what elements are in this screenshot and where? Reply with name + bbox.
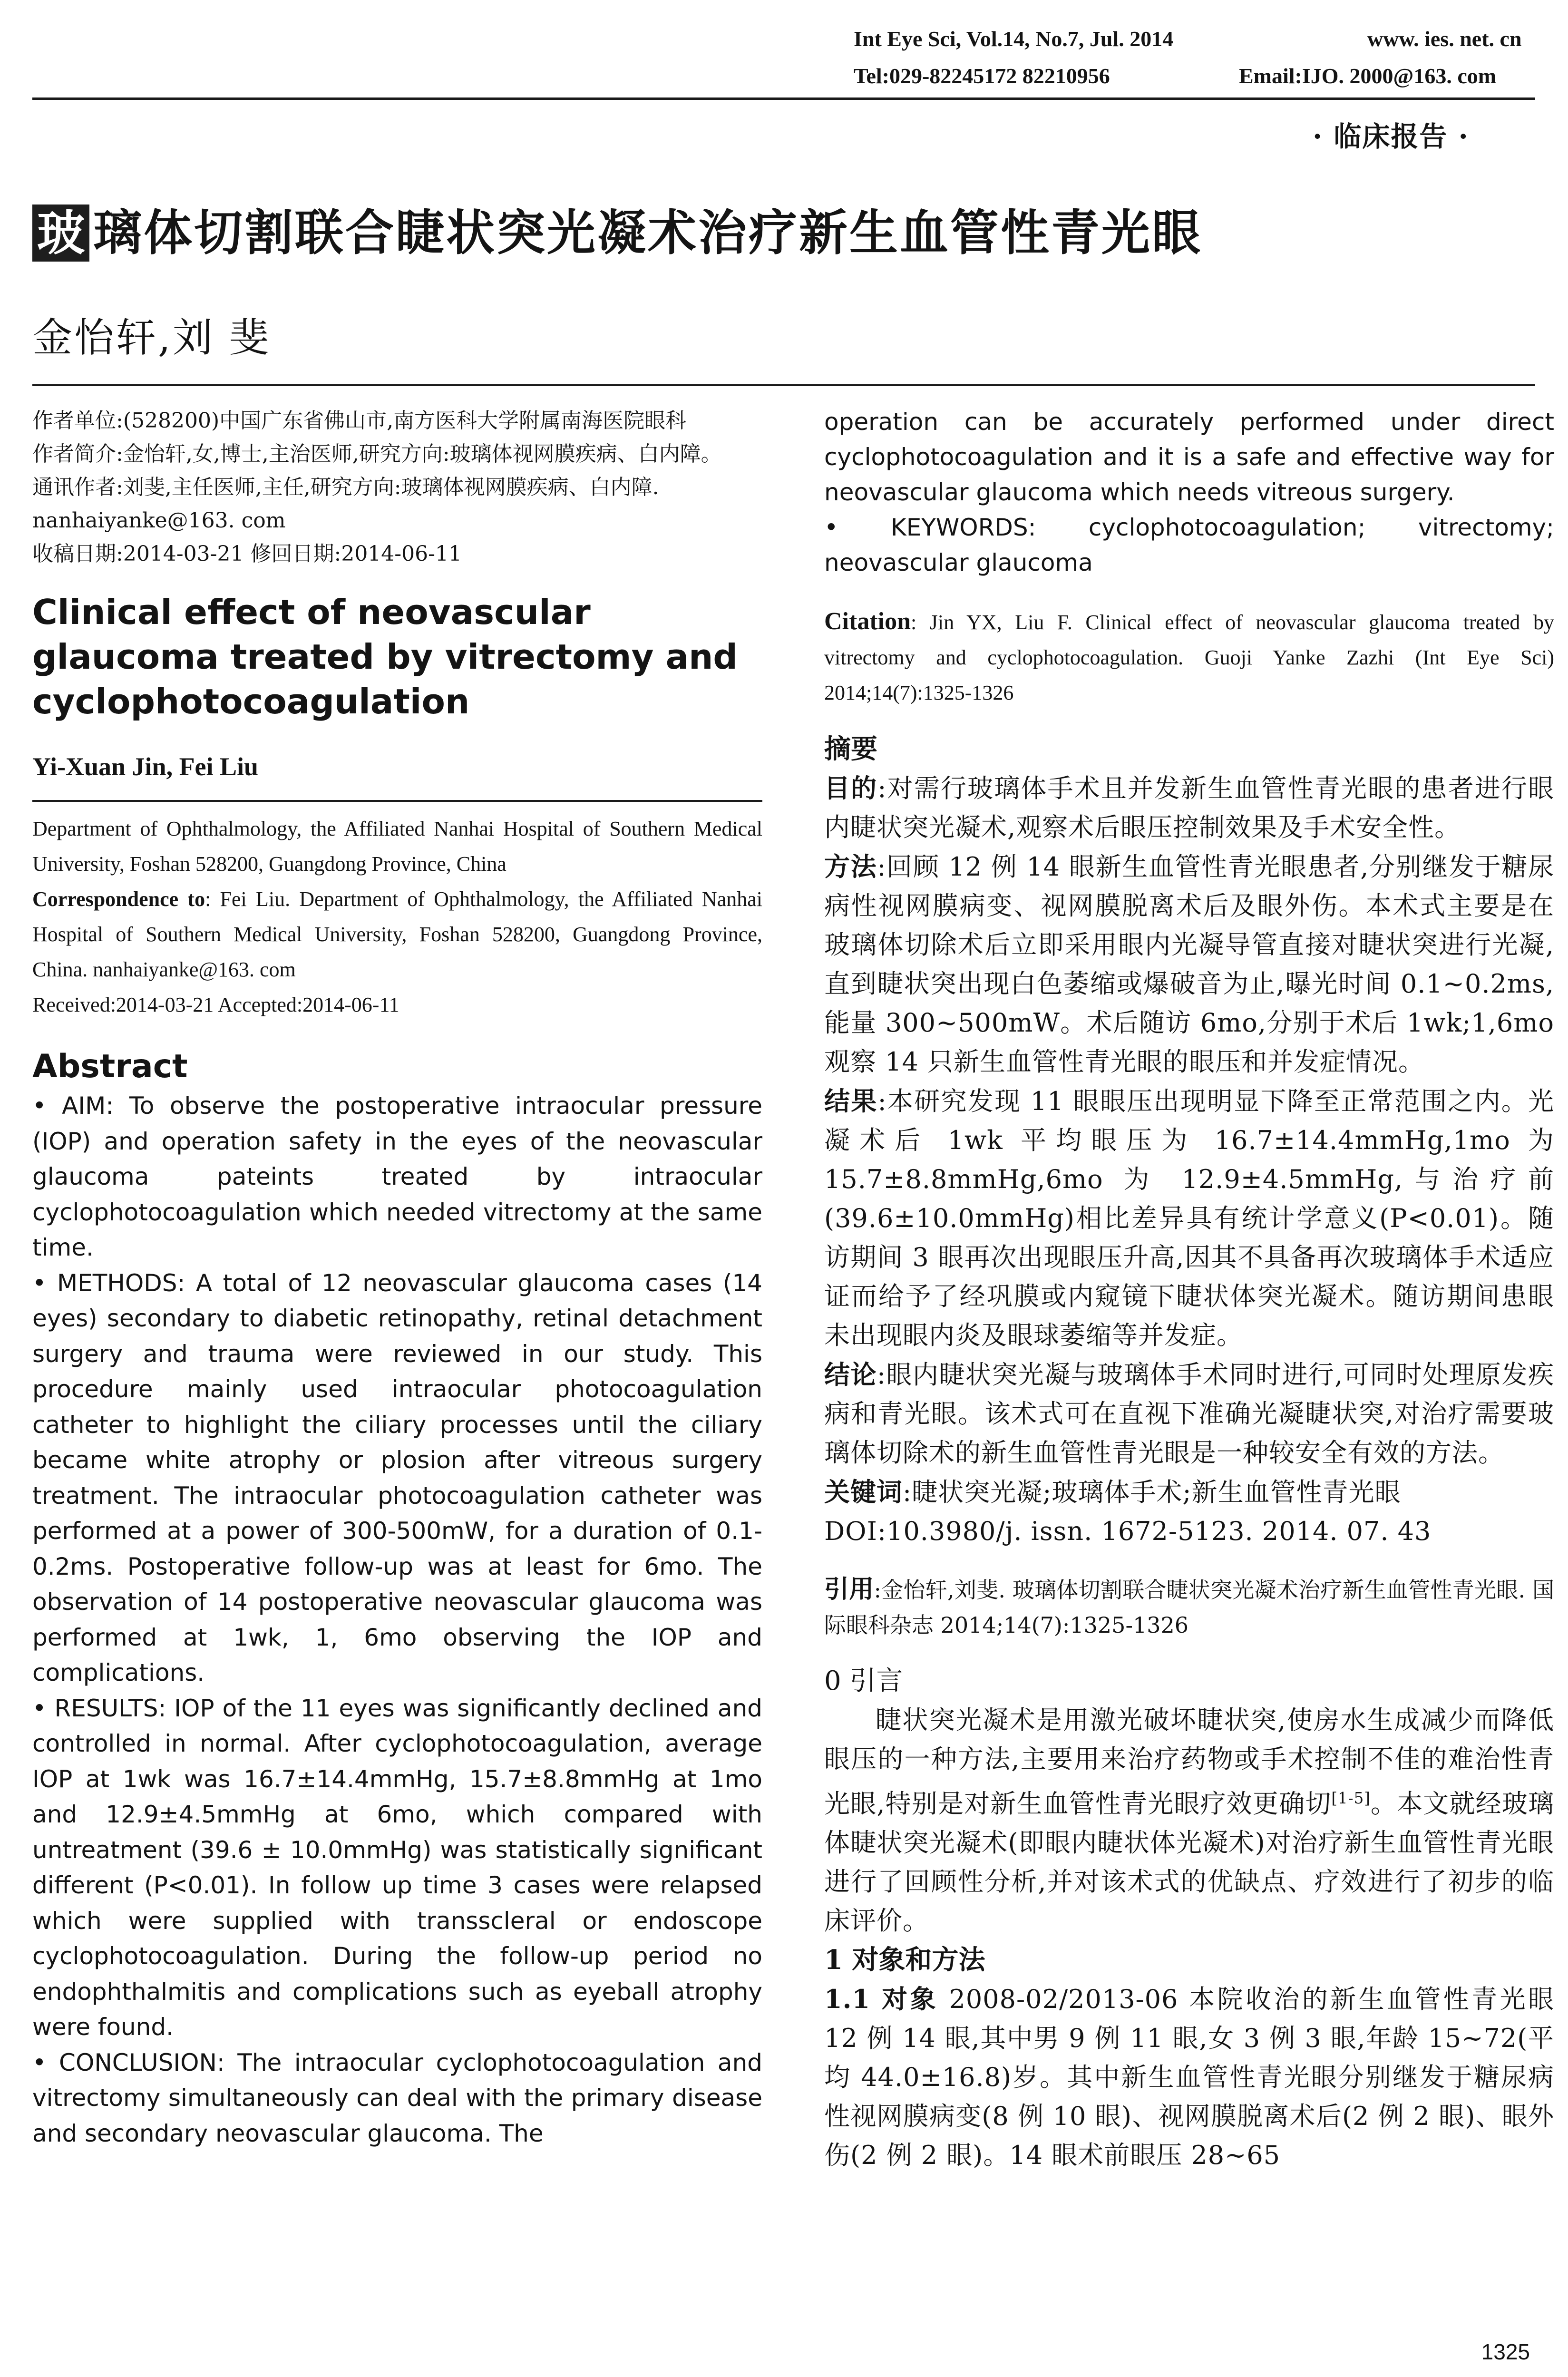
zh-methods-label: 方法 xyxy=(824,851,877,882)
left-column xyxy=(32,404,762,2151)
methods-heading: 1 对象和方法 xyxy=(824,1944,985,1976)
zh-citation-label: 引用 xyxy=(824,1575,874,1604)
affiliation-unit: 作者单位:(528200)中国广东省佛山市,南方医科大学附属南海医院眼科 xyxy=(32,409,687,433)
intro-text-a: 睫状突光凝术是用激光破坏睫状突,使房水生成减少而降低眼压的一种方法,主要用来治疗药物或手术控制不佳的难治性青光眼,特别是对新生血管性青光眼疗效更确切 xyxy=(824,1705,1554,1819)
zh-aim-text: :对需行玻璃体手术且并发新生血管性青光眼的患者进行眼内睫状突光凝术,观察术后眼压控制效果及手术安全性。 xyxy=(824,773,1554,842)
abstract-continued xyxy=(824,404,1554,580)
page-number: 1325 xyxy=(1481,2339,1530,2364)
english-affiliation xyxy=(32,811,762,1023)
en-authors-rule xyxy=(32,800,762,802)
journal-website: www. ies. net. cn xyxy=(1367,27,1522,51)
zh-keywords-label: 关键词 xyxy=(824,1477,903,1507)
intro-reference: [1-5] xyxy=(1331,1789,1371,1807)
english-authors: Yi-Xuan Jin, Fei Liu xyxy=(32,752,259,781)
correspondence-text: : Fei Liu. Department of Ophthalmology, the Affiliated Nanhai Hospital of Southern Medical University, Foshan 528200, Guangdong Province, China. nanhaiyanke@163. com xyxy=(32,887,762,981)
correspondence-label: Correspondence to xyxy=(32,887,205,911)
correspondence xyxy=(32,882,762,987)
doi: DOI:10.3980/j. issn. 1672-5123. 2014. 07. 43 xyxy=(824,1516,1432,1546)
abstract-conclusion xyxy=(32,2045,762,2152)
journal-header-line2 xyxy=(854,63,1497,88)
received-accepted: Received:2014-03-21 Accepted:2014-06-11 xyxy=(32,993,399,1016)
zh-citation xyxy=(824,1572,1554,1643)
methods-label: • METHODS xyxy=(32,1269,177,1297)
zh-conclusion xyxy=(824,1355,1554,1472)
header-rule xyxy=(32,97,1535,100)
aim-label: • AIM xyxy=(32,1092,106,1120)
citation-text: : Jin YX, Liu F. Clinical effect of neovascular glaucoma treated by vitrectomy and cyclophotocoagulation. Guoji Yanke Zazhi (Int Eye Sci) 2014;14(7):1325-1326 xyxy=(824,611,1554,704)
zh-methods-text: :回顾 12 例 14 眼新生血管性青光眼患者,分别继发于糖尿病性视网膜病变、视网膜脱离术后及眼外伤。本术式主要是在玻璃体切除术后立即采用眼内光凝导管直接对睫状突进行光凝,直到睫状突出现白色萎缩或爆破音为止,曝光时间 0.1~0.2ms,能量 300~500mW。术后随访 6mo,分别于术后 1wk;1,6mo 观察 14 只新生血管性青光眼的眼压和并发症情况。 xyxy=(824,852,1554,1077)
abstract-aim xyxy=(32,1088,762,1266)
zh-aim-label: 目的 xyxy=(824,773,878,803)
subjects-paragraph xyxy=(824,1979,1554,2175)
title-first-char: 玻 xyxy=(32,205,89,262)
abstract-heading: Abstract xyxy=(32,1048,188,1085)
journal-email: Email:IJO. 2000@163. com xyxy=(1239,64,1497,88)
zh-conclusion-text: :眼内睫状突光凝与玻璃体手术同时进行,可同时处理原发疾病和青光眼。该术式可在直视下准确光凝睫状突,对治疗需要玻璃体切除术的新生血管性青光眼是一种较安全有效的方法。 xyxy=(824,1360,1555,1468)
intro-text-b: 。本文就经玻璃体睫状突光凝术(即眼内睫状体光凝术)对治疗新生血管性青光眼进行了回顾性分析,并对该术式的优缺点、疗效进行了初步的临床评价。 xyxy=(824,1789,1554,1936)
right-column xyxy=(824,404,1554,2175)
intro-paragraph xyxy=(824,1701,1554,1940)
methods-section xyxy=(824,1940,1554,2175)
conclusion-continued: operation can be accurately performed under direct cyclophotocoagulation and it is a safe and effective way for neovascular glaucoma which needs vitreous surgery. xyxy=(824,408,1554,506)
conclusion-text: : The intraocular cyclophotocoagulation and vitrectomy simultaneously can deal with the primary disease and secondary neovascular glaucoma. The xyxy=(32,2048,762,2147)
author-profile: 作者简介:金怡轩,女,博士,主治医师,研究方向:玻璃体视网膜疾病、白内障。 xyxy=(32,442,722,466)
zh-methods xyxy=(824,847,1554,1081)
citation-label: Citation xyxy=(824,608,911,635)
zh-citation-text: :金怡轩,刘斐. 玻璃体切割联合睫状突光凝术治疗新生血管性青光眼. 国际眼科杂志 2014;14(7):1325-1326 xyxy=(824,1577,1554,1638)
introduction xyxy=(824,1662,1554,1940)
english-title: Clinical effect of neovascular glaucoma treated by vitrectomy and cyclophotocoagulation xyxy=(32,592,738,721)
authors-cn: 金怡轩,刘 斐 xyxy=(32,314,271,361)
journal-telephone: Tel:029-82245172 82210956 xyxy=(854,64,1110,88)
zh-results xyxy=(824,1081,1554,1355)
conclusion-label: • CONCLUSION xyxy=(32,2048,217,2076)
aim-text: : To observe the postoperative intraocular pressure (IOP) and operation safety in the eyes of the neovascular glaucoma pateints treated by intraocular cyclophotocoagulation which needed vitrectomy at the same time. xyxy=(32,1092,762,1261)
citation xyxy=(824,604,1554,711)
zh-abstract xyxy=(824,730,1554,1551)
abstract-methods xyxy=(32,1266,762,1691)
zh-conclusion-label: 结论 xyxy=(824,1359,877,1390)
subjects-label: 1.1 对象 xyxy=(824,1984,938,2014)
zh-results-text: :本研究发现 11 眼眼压出现明显下降至正常范围之内。光凝术后 1wk 平均眼压为 16.7±14.4mmHg,1mo 为 15.7±8.8mmHg,6mo 为 12.9±4.5mmHg,与治疗前(39.6±10.0mmHg)相比差异具有统计学意义(P<0.01)。随访期间 3 眼再次出现眼压升高,因其不具备再次玻璃体手术适应证而给予了经巩膜或内窥镜下睫状体突光凝术。随访期间患眼未出现眼内炎及眼球萎缩等并发症。 xyxy=(824,1086,1555,1350)
keywords-label: • KEYWORDS xyxy=(824,514,1028,541)
department: Department of Ophthalmology, the Affiliated Nanhai Hospital of Southern Medical University, Foshan 528200, Guangdong Province, China xyxy=(32,817,762,876)
results-text: : IOP of the 11 eyes was significantly declined and controlled in normal. After cyclophotocoagulation, average IOP at 1wk was 16.7±14.4mmHg, 15.7±8.8mmHg at 1mo and 12.9±4.5mmHg at 6mo, which compared with untreatment (39.6 ± 10.0mmHg) was statistically significant different (P<0.01). In follow up time 3 cases were relapsed which were supplied with transscleral or endoscope cyclophotocoagulation. During the follow-up period no endophthalmitis and complications such as eyeball atrophy were found. xyxy=(32,1694,762,2041)
section-tag: · 临床报告 · xyxy=(1313,120,1469,153)
journal-header-line1 xyxy=(854,26,1522,51)
zh-keywords xyxy=(824,1472,1554,1512)
received-dates-cn: 收稿日期:2014-03-21 修回日期:2014-06-11 xyxy=(32,542,462,566)
abstract-keywords xyxy=(824,510,1554,580)
zh-aim xyxy=(824,769,1554,847)
intro-heading: 0 引言 xyxy=(824,1666,903,1696)
subjects-text: 2008-02/2013-06 本院收治的新生血管性青光眼 12 例 14 眼,其中男 9 例 11 眼,女 3 例 3 眼,年龄 15~72(平均 44.0±16.8)岁。其中新生血管性青光眼分别继发于糖尿病性视网膜病变(8 例 10 眼)、视网膜脱离术后(2 例 2 眼)、眼外伤(2 例 2 眼)。14 眼术前眼压 28~65 xyxy=(824,1984,1555,2170)
affiliations-cn xyxy=(32,404,762,571)
abstract-results xyxy=(32,1691,762,2045)
zh-keywords-text: :睫状突光凝;玻璃体手术;新生血管性青光眼 xyxy=(903,1477,1401,1507)
corresponding-author: 通讯作者:刘斐,主任医师,主任,研究方向:玻璃体视网膜疾病、白内障. nanhaiyanke@163. com xyxy=(32,475,659,533)
journal-volume-info: Int Eye Sci, Vol.14, No.7, Jul. 2014 xyxy=(854,27,1174,51)
zh-results-label: 结果 xyxy=(824,1086,878,1116)
results-label: • RESULTS xyxy=(32,1694,158,1722)
abstract-body xyxy=(32,1088,762,2151)
zh-abstract-heading: 摘要 xyxy=(824,733,877,765)
article-title: 璃体切割联合睫状突光凝术治疗新生血管性青光眼 xyxy=(93,205,1202,262)
methods-text: : A total of 12 neovascular glaucoma cases (14 eyes) secondary to diabetic retinopathy, retinal detachment surgery and trauma were reviewed in our study. This procedure mainly used intraocular photocoagulation catheter to highlight the ciliary processes until the ciliary became white atrophy or plosion after vitreous surgery treatment. The intraocular photocoagulation catheter was performed at a power of 300-500mW, for a duration of 0.1-0.2ms. Postoperative follow-up was at least for 6mo. The observation of 14 postoperative neovascular glaucoma was performed at 1wk, 1, 6mo observing the IOP and complications. xyxy=(32,1269,762,1686)
title-rule xyxy=(32,384,1535,386)
keywords-text: : cyclophotocoagulation; vitrectomy; neovascular glaucoma xyxy=(824,514,1554,576)
